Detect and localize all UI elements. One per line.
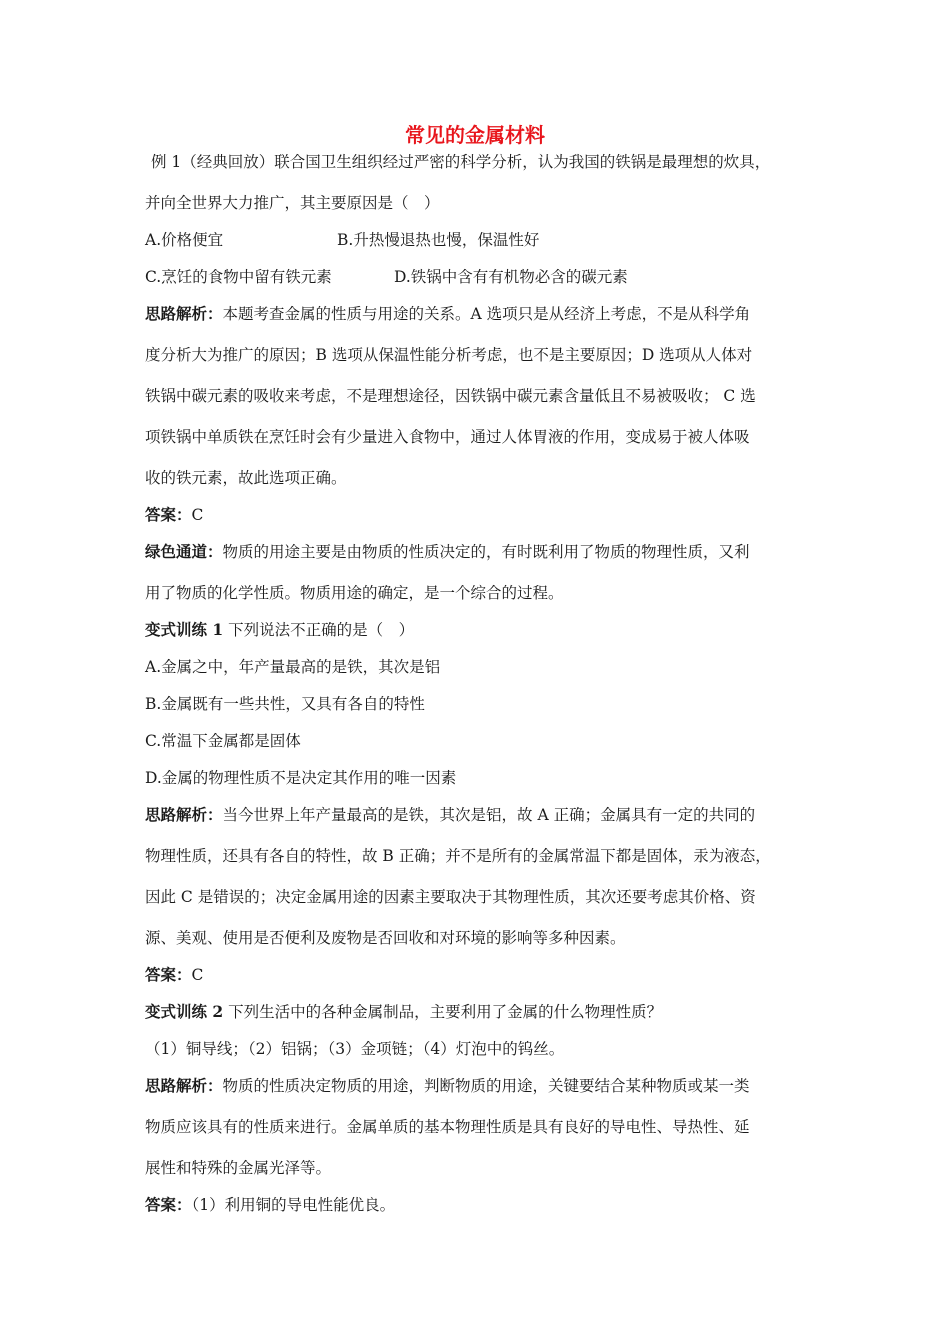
practice1-option-d: D.金属的物理性质不是决定其作用的唯一因素: [145, 769, 457, 787]
page-title: 常见的金属材料: [405, 123, 545, 147]
example1-option-a: A.价格便宜: [145, 231, 224, 249]
answer-label: 答案：: [145, 965, 192, 984]
practice2-label: 变式训练 2: [145, 1002, 224, 1021]
example1-option-b: B.升热慢退热也慢，保温性好: [337, 231, 540, 249]
example1-green-line-1: 绿色通道：物质的用途主要是由物质的性质决定的，有时既利用了物质的物理性质，又利: [145, 542, 750, 561]
practice2-items: （1）铜导线；（2）铝锅；（3）金项链；（4）灯泡中的钨丝。: [145, 1040, 565, 1058]
answer-label: 答案：: [145, 1195, 192, 1214]
example1-analysis-line-4: 项铁锅中单质铁在烹饪时会有少量进入食物中，通过人体胃液的作用，变成易于被人体吸: [145, 428, 750, 446]
practice2-stem: 变式训练 2 下列生活中的各种金属制品，主要利用了金属的什么物理性质？: [145, 1002, 663, 1021]
example1-option-c: C.烹饪的食物中留有铁元素: [145, 268, 332, 286]
practice1-option-c: C.常温下金属都是固体: [145, 732, 301, 750]
example1-stem-line-1: 例 1（经典回放）联合国卫生组织经过严密的科学分析，认为我国的铁锅是最理想的炊具，: [151, 153, 771, 171]
practice1-option-a: A.金属之中，年产量最高的是铁，其次是铝: [145, 658, 441, 676]
example1-stem-line-2: 并向全世界大力推广，其主要原因是（ ）: [145, 194, 440, 212]
example1-option-d: D.铁锅中含有有机物必含的碳元素: [394, 268, 628, 286]
practice1-option-b: B.金属既有一些共性，又具有各自的特性: [145, 695, 425, 713]
practice1-label: 变式训练 1: [145, 620, 224, 639]
practice2-analysis-line-3: 展性和特殊的金属光泽等。: [145, 1159, 332, 1177]
practice1-analysis-line-3: 因此 C 是错误的；决定金属用途的因素主要取决于其物理性质，其次还要考虑其价格、资: [145, 888, 756, 906]
example1-analysis-line-2: 度分析大为推广的原因；B 选项从保温性能分析考虑，也不是主要原因；D 选项从人体对: [145, 346, 753, 364]
practice1-analysis-line-1: 思路解析：当今世界上年产量最高的是铁，其次是铝，故 A 正确；金属具有一定的共同的: [145, 805, 756, 824]
practice2-analysis-line-2: 物质应该具有的性质来进行。金属单质的基本物理性质是具有良好的导电性、导热性、延: [145, 1118, 750, 1136]
analysis-label: 思路解析：: [145, 1076, 223, 1095]
example1-green-line-2: 用了物质的化学性质。物质用途的确定，是一个综合的过程。: [145, 584, 564, 602]
practice1-answer: 答案：C: [145, 965, 204, 984]
practice2-analysis-line-1: 思路解析：物质的性质决定物质的用途，判断物质的用途，关键要结合某种物质或某一类: [145, 1076, 750, 1095]
practice2-answer: 答案：（1）利用铜的导电性能优良。: [145, 1195, 396, 1214]
analysis-label: 思路解析：: [145, 304, 223, 323]
practice1-stem: 变式训练 1 下列说法不正确的是（ ）: [145, 620, 415, 639]
example1-analysis-line-3: 铁锅中碳元素的吸收来考虑，不是理想途径，因铁锅中碳元素含量低且不易被吸收； C 选: [145, 387, 756, 405]
analysis-label: 思路解析：: [145, 805, 223, 824]
practice1-analysis-line-4: 源、美观、使用是否便利及废物是否回收和对环境的影响等多种因素。: [145, 929, 626, 947]
example1-answer: 答案：C: [145, 505, 204, 524]
practice1-analysis-line-2: 物理性质，还具有各自的特性，故 B 正确；并不是所有的金属常温下都是固体，汞为液态，: [145, 847, 771, 865]
example1-analysis-line-1: 思路解析：本题考查金属的性质与用途的关系。A 选项只是从经济上考虑，不是从科学角: [145, 304, 751, 323]
example1-analysis-line-5: 收的铁元素，故此选项正确。: [145, 469, 347, 487]
green-channel-label: 绿色通道：: [145, 542, 223, 561]
answer-label: 答案：: [145, 505, 192, 524]
